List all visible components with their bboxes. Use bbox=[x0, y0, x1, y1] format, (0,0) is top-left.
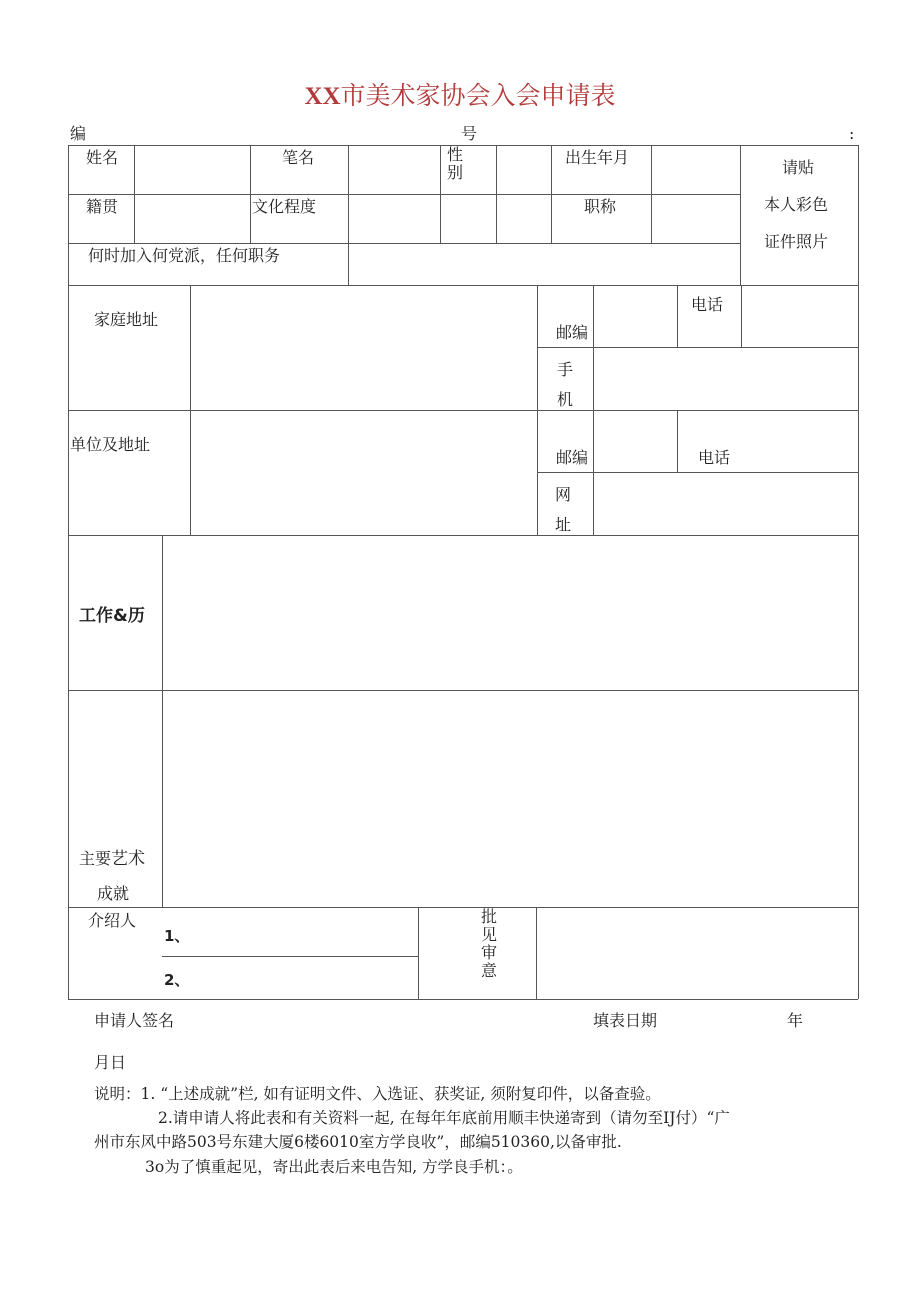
label-work-address: 单位及地址 bbox=[70, 435, 151, 454]
grid-line bbox=[162, 956, 418, 957]
serial-label-right: : bbox=[849, 124, 855, 143]
grid-line bbox=[740, 145, 741, 285]
grid-line bbox=[348, 145, 349, 285]
label-achievements bbox=[79, 849, 145, 869]
note-line4: 3o为了慎重起见，寄出此表后来电告知, 方学良手机：。 bbox=[145, 1158, 523, 1176]
grid-line bbox=[551, 145, 552, 243]
grid-line bbox=[677, 410, 678, 472]
label-referrer: 介绍人 bbox=[88, 911, 137, 930]
grid-line bbox=[68, 690, 858, 691]
footer-signature: 申请人签名 bbox=[94, 1011, 175, 1030]
note-line2: 2.请申请人将此表和有关资料一起, 在每年年底前用顺丰快递寄到（请勿至IJ付）“广 bbox=[158, 1109, 730, 1127]
grid-line bbox=[537, 472, 858, 473]
label-work-postcode: 邮编 bbox=[556, 448, 589, 467]
grid-line bbox=[496, 145, 497, 243]
table-border-right bbox=[858, 145, 859, 999]
label-achievements-b: 艺术 bbox=[111, 849, 146, 869]
grid-line bbox=[250, 145, 251, 243]
title-main: 市美术家协会入会申请表 bbox=[340, 83, 616, 110]
grid-line bbox=[677, 285, 678, 347]
grid-line bbox=[536, 907, 537, 999]
grid-line bbox=[190, 285, 191, 535]
label-home-postcode: 邮编 bbox=[556, 323, 589, 342]
label-native-place: 籍贯 bbox=[86, 197, 119, 216]
grid-line bbox=[741, 285, 742, 347]
label-party: 何时加入何党派，任何职务 bbox=[88, 246, 281, 265]
label-home-phone: 电话 bbox=[691, 295, 724, 314]
label-approval: 批见审意 bbox=[480, 907, 497, 980]
label-pen-name: 笔名 bbox=[282, 148, 315, 167]
grid-line bbox=[593, 285, 594, 535]
grid-line bbox=[440, 145, 441, 243]
note-line3: 州市东风中路503号东建大厦6楼6010室方学良收”，邮编510360,以备审批. bbox=[94, 1133, 622, 1151]
photo-line2: 本人彩色 bbox=[764, 195, 829, 214]
label-gender: 性别 bbox=[446, 145, 463, 182]
grid-line bbox=[418, 907, 419, 999]
label-name: 姓名 bbox=[86, 148, 119, 167]
label-education: 文化程度 bbox=[252, 197, 317, 216]
label-birth: 出生年月 bbox=[565, 148, 630, 167]
label-website: 网址 bbox=[554, 485, 571, 534]
grid-line bbox=[68, 907, 858, 908]
serial-label-mid: 号 bbox=[461, 124, 478, 143]
label-achievements-a: 主要 bbox=[79, 849, 112, 868]
grid-line bbox=[651, 145, 652, 243]
grid-line bbox=[68, 285, 858, 286]
grid-line bbox=[68, 243, 740, 244]
label-job-title: 职称 bbox=[584, 197, 617, 216]
grid-line bbox=[162, 535, 163, 907]
grid-line bbox=[68, 410, 858, 411]
title-prefix: XX bbox=[304, 83, 341, 110]
grid-line bbox=[537, 285, 538, 535]
label-home-address: 家庭地址 bbox=[94, 310, 159, 329]
label-work-phone: 电话 bbox=[698, 448, 731, 467]
table-border-left bbox=[68, 145, 69, 999]
photo-line3: 证件照片 bbox=[764, 232, 829, 251]
serial-label-left: 编 bbox=[70, 124, 87, 143]
table-border-bottom bbox=[68, 999, 858, 1000]
label-ref1: 1、 bbox=[164, 927, 190, 945]
grid-line bbox=[537, 347, 858, 348]
note-line1: 说明：1. “上述成就”栏, 如有证明文件、入选证、获奖证, 须附复印件，以备查验。 bbox=[94, 1085, 661, 1103]
grid-line bbox=[134, 145, 135, 243]
photo-line1: 请贴 bbox=[782, 158, 815, 177]
grid-line bbox=[68, 194, 740, 195]
footer-fill-date: 填表日期 bbox=[593, 1011, 658, 1030]
label-mobile: 手机 bbox=[556, 360, 573, 409]
label-ref2: 2、 bbox=[164, 971, 190, 989]
label-work-history: 工作&历 bbox=[79, 606, 145, 626]
form-title bbox=[0, 76, 920, 112]
label-achievements-c: 成就 bbox=[97, 884, 130, 903]
footer-month-day: 月日 bbox=[94, 1053, 127, 1072]
grid-line bbox=[68, 535, 858, 536]
footer-year: 年 bbox=[787, 1011, 804, 1030]
